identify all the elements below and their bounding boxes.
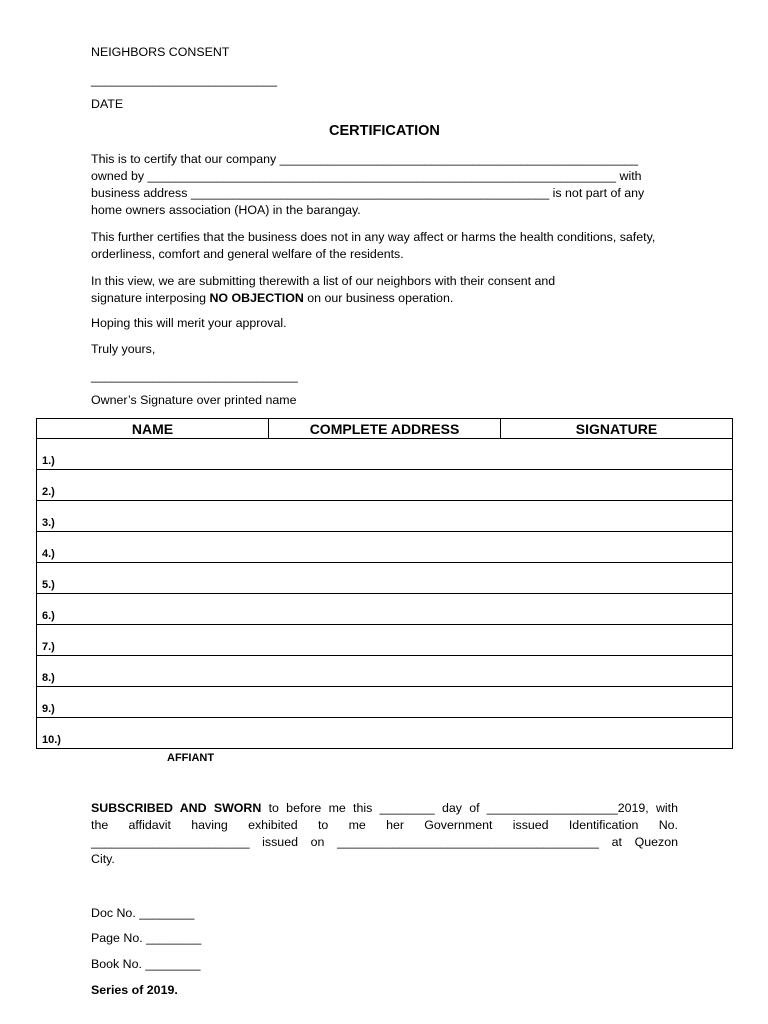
row-number: 9.)	[42, 703, 55, 715]
row-number: 4.)	[42, 548, 55, 560]
table-row	[37, 439, 733, 470]
row-number: 5.)	[42, 579, 55, 591]
oath-line-2: the affidavit having exhibited to me her Government issued Identification No.	[91, 818, 678, 832]
closing-line: Truly yours,	[91, 342, 156, 356]
name-column-header: NAME	[37, 419, 269, 439]
table-row	[37, 470, 733, 501]
further-certifies-paragraph	[91, 229, 655, 263]
date-label: DATE	[91, 97, 124, 111]
certify-paragraph	[91, 151, 644, 219]
owner-signature-label: Owner’s Signature over printed name	[91, 393, 297, 407]
table-row	[37, 501, 733, 532]
address-column-header: COMPLETE ADDRESS	[269, 419, 501, 439]
submission-line-1: In this view, we are submitting therewith a list of our neighbors with their consent and	[91, 274, 556, 288]
approval-line: Hoping this will merit your approval.	[91, 316, 287, 330]
table-row	[37, 718, 733, 749]
table-header-row	[37, 419, 733, 439]
affiant-label: AFFIANT	[167, 752, 215, 764]
row-number: 3.)	[42, 517, 55, 529]
row-number: 10.)	[42, 734, 61, 746]
table-row	[37, 656, 733, 687]
oath-paragraph	[91, 800, 678, 868]
oath-line-1	[91, 800, 678, 817]
table-row	[37, 532, 733, 563]
certify-line-3: business address ____________________________________________________ is not part of any	[91, 186, 645, 200]
certify-line-4: home owners association (HOA) in the barangay.	[91, 203, 361, 217]
further-line-1: This further certifies that the business does not in any way affect or harms the health conditions, safety,	[91, 230, 656, 244]
submission-text-c: on our business operation.	[303, 291, 454, 305]
row-number: 8.)	[42, 672, 55, 684]
book-no-line: Book No. ________	[91, 957, 201, 971]
no-objection-text: NO OBJECTION	[209, 291, 304, 305]
owner-signature-line: ______________________________	[91, 369, 298, 383]
page-title: CERTIFICATION	[329, 123, 440, 139]
certify-line-2: owned by ____________________________________________________________________ with	[91, 169, 642, 183]
neighbors-consent-heading: NEIGHBORS CONSENT	[91, 45, 230, 59]
oath-line-3: _______________________ issued on ______________________________________ at Quezon	[91, 835, 678, 849]
submission-paragraph	[91, 273, 555, 307]
table-row	[37, 625, 733, 656]
page-no-line: Page No. ________	[91, 931, 202, 945]
table-row	[37, 594, 733, 625]
oath-line-4: City.	[91, 852, 115, 866]
series-line: Series of 2019.	[91, 983, 178, 997]
neighbors-table	[36, 418, 733, 749]
subscribed-sworn-text: SUBSCRIBED AND SWORN	[91, 801, 262, 815]
signature-column-header: SIGNATURE	[501, 419, 733, 439]
table-row	[37, 687, 733, 718]
row-number: 6.)	[42, 610, 55, 622]
row-number: 7.)	[42, 641, 55, 653]
row-number: 1.)	[42, 455, 55, 467]
submission-line-2	[91, 290, 555, 307]
table-row	[37, 563, 733, 594]
doc-no-line: Doc No. ________	[91, 906, 195, 920]
row-number: 2.)	[42, 486, 55, 498]
date-blank-line: ___________________________	[91, 73, 278, 87]
oath-line-1-rest: to before me this ________ day of ___________________2019, with	[261, 801, 679, 815]
submission-text-a: signature interposing	[91, 291, 210, 305]
further-line-2: orderliness, comfort and general welfare of the residents.	[91, 247, 404, 261]
certify-line-1: This is to certify that our company ____________________________________________________	[91, 152, 639, 166]
